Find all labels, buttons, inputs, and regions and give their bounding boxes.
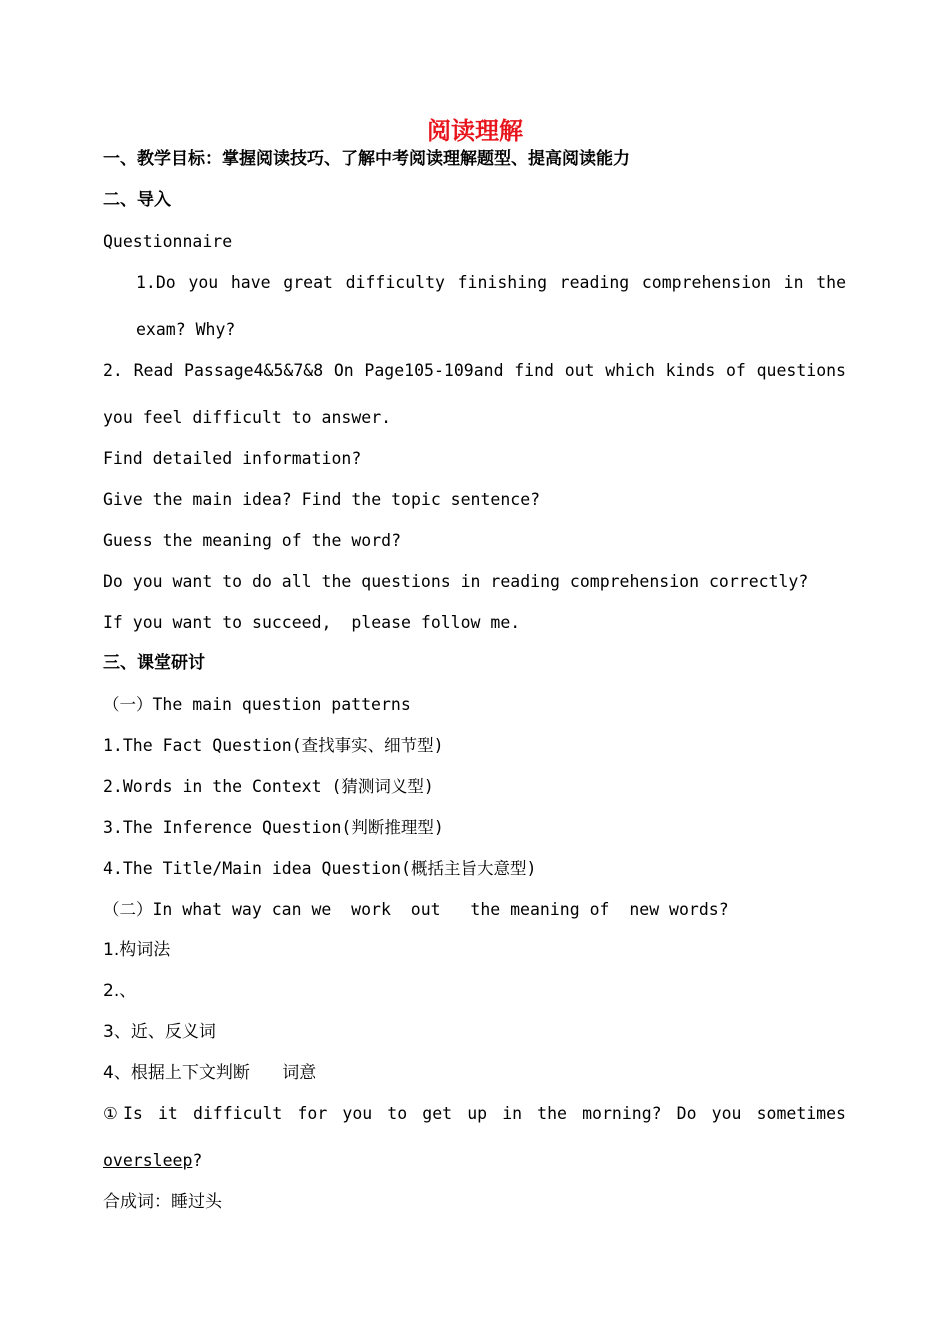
line-do-all-questions: Do you want to do all the questions in reading comprehension correctly?	[103, 572, 809, 591]
question-mark: ?	[192, 1151, 203, 1170]
method-item-4: 4、根据上下文判断 词意	[103, 1063, 317, 1083]
section-2-title: （二）In what way can we work out the meaning of new words?	[103, 900, 729, 919]
example-1-line-2	[103, 1148, 202, 1174]
method-item-2: 2.、	[103, 981, 137, 1001]
pattern-item-1: 1.The Fact Question(查找事实、细节型)	[103, 736, 444, 755]
pattern-item-3: 3.The Inference Question(判断推理型)	[103, 818, 444, 837]
heading-class-discussion: 三、课堂研讨	[103, 653, 205, 673]
example-1-line-1: ①Is it difficult for you to get up in the morning? Do you sometimes	[103, 1104, 846, 1123]
heading-teaching-goals: 一、教学目标：掌握阅读技巧、了解中考阅读理解题型、提高阅读能力	[103, 149, 630, 169]
question-2-line-2: you feel difficult to answer.	[103, 408, 392, 427]
question-2-line-1: 2. Read Passage4&5&7&8 On Page105-109and find out which kinds of questions	[103, 361, 846, 380]
pattern-item-2: 2.Words in the Context (猜测词义型)	[103, 777, 434, 796]
pattern-item-4: 4.The Title/Main idea Question(概括主旨大意型)	[103, 859, 537, 878]
line-main-idea: Give the main idea? Find the topic sentence?	[103, 490, 541, 509]
line-guess-meaning: Guess the meaning of the word?	[103, 531, 402, 550]
line-find-detail: Find detailed information?	[103, 449, 362, 468]
method-item-3: 3、近、反义词	[103, 1022, 216, 1042]
line-follow-me: If you want to succeed, please follow me.	[103, 613, 521, 632]
underlined-word: oversleep	[103, 1151, 193, 1170]
question-1-line-2: exam? Why?	[136, 320, 236, 339]
question-1-line-1: 1.Do you have great difficulty finishing reading comprehension in the	[136, 273, 846, 292]
page-title: 阅读理解	[427, 117, 523, 145]
section-1-title: （一）The main question patterns	[103, 695, 411, 714]
questionnaire-label: Questionnaire	[103, 232, 233, 251]
example-1-note: 合成词：睡过头	[103, 1192, 222, 1212]
heading-introduction: 二、导入	[103, 190, 171, 210]
method-item-1: 1.构词法	[103, 940, 171, 960]
